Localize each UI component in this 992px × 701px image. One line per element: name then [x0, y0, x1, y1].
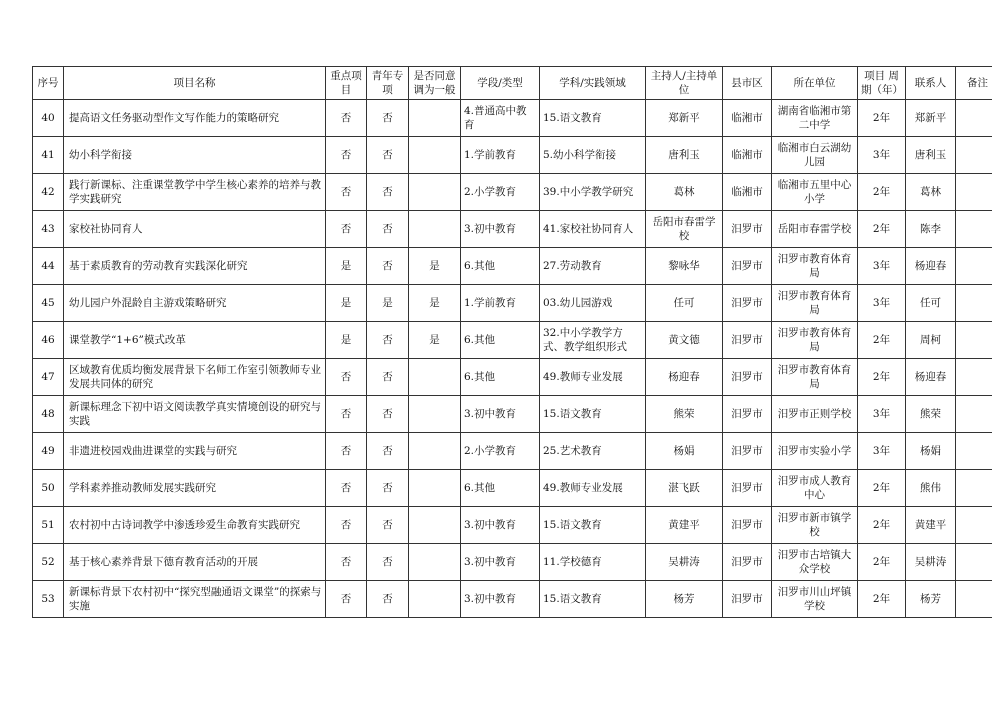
table-row — [33, 544, 992, 581]
cell-stage-type: 2.小学教育 — [461, 433, 540, 470]
header-cell: 学段/类型 — [461, 67, 540, 100]
cell-unit: 临湘市白云湖幼儿园 — [772, 137, 858, 174]
cell-contact: 唐利玉 — [906, 137, 956, 174]
cell-number: 41 — [33, 137, 64, 174]
cell-stage-type: 1.学前教育 — [461, 137, 540, 174]
cell-youth-special: 否 — [367, 359, 409, 396]
cell-number: 44 — [33, 248, 64, 285]
cell-remarks — [956, 322, 992, 359]
cell-number: 51 — [33, 507, 64, 544]
cell-project-name: 非遗进校园戏曲进课堂的实践与研究 — [64, 433, 326, 470]
cell-youth-special: 否 — [367, 174, 409, 211]
cell-unit: 汨罗市教育体育局 — [772, 285, 858, 322]
cell-agree-general — [409, 137, 461, 174]
cell-period: 2年 — [858, 470, 906, 507]
cell-contact: 杨娟 — [906, 433, 956, 470]
table-row — [33, 507, 992, 544]
cell-project-name: 提高语文任务驱动型作文写作能力的策略研究 — [64, 100, 326, 137]
header-cell: 序号 — [33, 67, 64, 100]
cell-number: 40 — [33, 100, 64, 137]
cell-county: 汨罗市 — [723, 322, 772, 359]
header-cell: 县市区 — [723, 67, 772, 100]
cell-subject-field: 15.语文教育 — [540, 581, 646, 618]
cell-stage-type: 2.小学教育 — [461, 174, 540, 211]
cell-youth-special: 否 — [367, 544, 409, 581]
cell-remarks — [956, 396, 992, 433]
cell-youth-special: 否 — [367, 211, 409, 248]
cell-stage-type: 3.初中教育 — [461, 507, 540, 544]
cell-remarks — [956, 137, 992, 174]
header-cell: 备注 — [956, 67, 992, 100]
header-cell: 所在单位 — [772, 67, 858, 100]
cell-subject-field: 15.语文教育 — [540, 100, 646, 137]
table-row — [33, 211, 992, 248]
cell-number: 45 — [33, 285, 64, 322]
cell-unit: 汨罗市教育体育局 — [772, 359, 858, 396]
table-row — [33, 174, 992, 211]
cell-stage-type: 6.其他 — [461, 322, 540, 359]
cell-stage-type: 6.其他 — [461, 359, 540, 396]
cell-key-project: 否 — [326, 100, 367, 137]
cell-host: 杨芳 — [646, 581, 723, 618]
cell-project-name: 基于核心素养背景下德育教育活动的开展 — [64, 544, 326, 581]
cell-period: 2年 — [858, 322, 906, 359]
cell-unit: 临湘市五里中心小学 — [772, 174, 858, 211]
header-row — [33, 67, 992, 100]
cell-host: 岳阳市春雷学校 — [646, 211, 723, 248]
cell-project-name: 践行新课标、注重课堂教学中学生核心素养的培养与教学实践研究 — [64, 174, 326, 211]
cell-stage-type: 3.初中教育 — [461, 581, 540, 618]
cell-number: 43 — [33, 211, 64, 248]
cell-youth-special: 是 — [367, 285, 409, 322]
project-table — [32, 66, 992, 618]
cell-contact: 葛林 — [906, 174, 956, 211]
cell-subject-field: 25.艺术教育 — [540, 433, 646, 470]
cell-contact: 周柯 — [906, 322, 956, 359]
header-cell: 项目 周期（年） — [858, 67, 906, 100]
cell-unit: 汨罗市教育体育局 — [772, 248, 858, 285]
cell-remarks — [956, 470, 992, 507]
cell-contact: 熊荣 — [906, 396, 956, 433]
cell-unit: 汨罗市新市镇学校 — [772, 507, 858, 544]
cell-host: 湛飞跃 — [646, 470, 723, 507]
cell-contact: 任可 — [906, 285, 956, 322]
cell-subject-field: 49.教师专业发展 — [540, 359, 646, 396]
cell-host: 杨娟 — [646, 433, 723, 470]
cell-remarks — [956, 507, 992, 544]
cell-project-name: 农村初中古诗词教学中渗透珍爱生命教育实践研究 — [64, 507, 326, 544]
cell-number: 52 — [33, 544, 64, 581]
table-row — [33, 137, 992, 174]
table-row — [33, 322, 992, 359]
cell-subject-field: 41.家校社协同育人 — [540, 211, 646, 248]
cell-period: 2年 — [858, 359, 906, 396]
cell-host: 杨迎春 — [646, 359, 723, 396]
table-header — [33, 67, 992, 100]
table-row — [33, 285, 992, 322]
cell-host: 黄建平 — [646, 507, 723, 544]
cell-subject-field: 32.中小学教学方式、教学组织形式 — [540, 322, 646, 359]
cell-remarks — [956, 174, 992, 211]
cell-unit: 汨罗市川山坪镇学校 — [772, 581, 858, 618]
cell-period: 3年 — [858, 285, 906, 322]
table-body — [33, 100, 992, 618]
cell-number: 46 — [33, 322, 64, 359]
cell-period: 2年 — [858, 174, 906, 211]
cell-agree-general — [409, 359, 461, 396]
cell-county: 临湘市 — [723, 174, 772, 211]
cell-key-project: 否 — [326, 137, 367, 174]
cell-project-name: 新课标理念下初中语文阅读教学真实情境创设的研究与实践 — [64, 396, 326, 433]
table-row — [33, 100, 992, 137]
cell-project-name: 家校社协同育人 — [64, 211, 326, 248]
cell-county: 汨罗市 — [723, 396, 772, 433]
cell-key-project: 否 — [326, 470, 367, 507]
cell-youth-special: 否 — [367, 396, 409, 433]
cell-number: 49 — [33, 433, 64, 470]
cell-youth-special: 否 — [367, 433, 409, 470]
cell-contact: 杨芳 — [906, 581, 956, 618]
cell-subject-field: 15.语文教育 — [540, 507, 646, 544]
cell-key-project: 否 — [326, 433, 367, 470]
header-cell: 是否同意调为一般 — [409, 67, 461, 100]
cell-stage-type: 1.学前教育 — [461, 285, 540, 322]
cell-county: 汨罗市 — [723, 470, 772, 507]
table-row — [33, 396, 992, 433]
cell-subject-field: 27.劳动教育 — [540, 248, 646, 285]
cell-number: 47 — [33, 359, 64, 396]
cell-contact: 杨迎春 — [906, 248, 956, 285]
cell-number: 48 — [33, 396, 64, 433]
cell-host: 熊荣 — [646, 396, 723, 433]
cell-agree-general — [409, 507, 461, 544]
cell-county: 汨罗市 — [723, 581, 772, 618]
cell-key-project: 否 — [326, 211, 367, 248]
cell-period: 2年 — [858, 507, 906, 544]
cell-subject-field: 49.教师专业发展 — [540, 470, 646, 507]
cell-period: 2年 — [858, 211, 906, 248]
header-cell: 学科/实践领域 — [540, 67, 646, 100]
cell-subject-field: 11.学校德育 — [540, 544, 646, 581]
cell-project-name: 课堂教学“1+6”模式改革 — [64, 322, 326, 359]
cell-youth-special: 否 — [367, 248, 409, 285]
cell-host: 郑新平 — [646, 100, 723, 137]
table-row — [33, 470, 992, 507]
cell-stage-type: 3.初中教育 — [461, 211, 540, 248]
cell-project-name: 幼儿园户外混龄自主游戏策略研究 — [64, 285, 326, 322]
cell-county: 汨罗市 — [723, 248, 772, 285]
cell-period: 2年 — [858, 581, 906, 618]
cell-unit: 汨罗市古培镇大众学校 — [772, 544, 858, 581]
cell-unit: 汨罗市正则学校 — [772, 396, 858, 433]
cell-county: 汨罗市 — [723, 285, 772, 322]
cell-project-name: 区域教育优质均衡发展背景下名师工作室引领教师专业发展共同体的研究 — [64, 359, 326, 396]
cell-subject-field: 39.中小学教学研究 — [540, 174, 646, 211]
cell-youth-special: 否 — [367, 581, 409, 618]
cell-agree-general — [409, 211, 461, 248]
cell-host: 任可 — [646, 285, 723, 322]
cell-period: 3年 — [858, 396, 906, 433]
cell-period: 3年 — [858, 248, 906, 285]
cell-key-project: 否 — [326, 507, 367, 544]
cell-key-project: 否 — [326, 544, 367, 581]
cell-host: 黄文德 — [646, 322, 723, 359]
cell-key-project: 是 — [326, 285, 367, 322]
cell-project-name: 新课标背景下农村初中“探究型融通语文课堂”的探索与实施 — [64, 581, 326, 618]
cell-agree-general — [409, 174, 461, 211]
cell-number: 42 — [33, 174, 64, 211]
cell-contact: 陈李 — [906, 211, 956, 248]
cell-stage-type: 6.其他 — [461, 470, 540, 507]
cell-key-project: 是 — [326, 248, 367, 285]
cell-youth-special: 否 — [367, 507, 409, 544]
cell-agree-general — [409, 470, 461, 507]
cell-host: 唐利玉 — [646, 137, 723, 174]
cell-subject-field: 15.语文教育 — [540, 396, 646, 433]
cell-key-project: 否 — [326, 581, 367, 618]
cell-unit: 汨罗市实验小学 — [772, 433, 858, 470]
cell-county: 汨罗市 — [723, 507, 772, 544]
cell-youth-special: 否 — [367, 137, 409, 174]
header-cell: 青年专项 — [367, 67, 409, 100]
table-row — [33, 248, 992, 285]
cell-youth-special: 否 — [367, 100, 409, 137]
cell-agree-general — [409, 396, 461, 433]
cell-stage-type: 3.初中教育 — [461, 396, 540, 433]
cell-key-project: 否 — [326, 359, 367, 396]
cell-agree-general — [409, 100, 461, 137]
cell-number: 53 — [33, 581, 64, 618]
cell-contact: 吴耕涛 — [906, 544, 956, 581]
cell-agree-general — [409, 544, 461, 581]
cell-host: 葛林 — [646, 174, 723, 211]
cell-unit: 汨罗市教育体育局 — [772, 322, 858, 359]
cell-project-name: 幼小科学衔接 — [64, 137, 326, 174]
cell-stage-type: 6.其他 — [461, 248, 540, 285]
cell-youth-special: 否 — [367, 470, 409, 507]
cell-remarks — [956, 581, 992, 618]
cell-remarks — [956, 211, 992, 248]
cell-unit: 汨罗市成人教育中心 — [772, 470, 858, 507]
table-row — [33, 581, 992, 618]
header-cell: 主持人/主持单位 — [646, 67, 723, 100]
cell-county: 临湘市 — [723, 100, 772, 137]
cell-key-project: 是 — [326, 322, 367, 359]
cell-project-name: 基于素质教育的劳动教育实践深化研究 — [64, 248, 326, 285]
cell-unit: 岳阳市春雷学校 — [772, 211, 858, 248]
cell-host: 吴耕涛 — [646, 544, 723, 581]
cell-county: 汨罗市 — [723, 211, 772, 248]
cell-period: 2年 — [858, 544, 906, 581]
cell-remarks — [956, 285, 992, 322]
cell-stage-type: 3.初中教育 — [461, 544, 540, 581]
cell-period: 2年 — [858, 100, 906, 137]
cell-project-name: 学科素养推动教师发展实践研究 — [64, 470, 326, 507]
cell-remarks — [956, 248, 992, 285]
cell-stage-type: 4.普通高中教育 — [461, 100, 540, 137]
cell-subject-field: 03.幼儿园游戏 — [540, 285, 646, 322]
cell-contact: 黄建平 — [906, 507, 956, 544]
cell-period: 3年 — [858, 137, 906, 174]
cell-county: 汨罗市 — [723, 544, 772, 581]
cell-contact: 熊伟 — [906, 470, 956, 507]
cell-key-project: 否 — [326, 174, 367, 211]
cell-county: 汨罗市 — [723, 359, 772, 396]
cell-subject-field: 5.幼小科学衔接 — [540, 137, 646, 174]
header-cell: 重点项目 — [326, 67, 367, 100]
cell-agree-general: 是 — [409, 322, 461, 359]
cell-county: 汨罗市 — [723, 433, 772, 470]
cell-agree-general: 是 — [409, 248, 461, 285]
cell-period: 3年 — [858, 433, 906, 470]
cell-key-project: 否 — [326, 396, 367, 433]
cell-contact: 郑新平 — [906, 100, 956, 137]
cell-remarks — [956, 544, 992, 581]
cell-agree-general — [409, 581, 461, 618]
header-cell: 项目名称 — [64, 67, 326, 100]
cell-remarks — [956, 359, 992, 396]
cell-number: 50 — [33, 470, 64, 507]
cell-youth-special: 否 — [367, 322, 409, 359]
cell-remarks — [956, 433, 992, 470]
table-row — [33, 359, 992, 396]
cell-agree-general: 是 — [409, 285, 461, 322]
table-row — [33, 433, 992, 470]
cell-county: 临湘市 — [723, 137, 772, 174]
cell-remarks — [956, 100, 992, 137]
cell-agree-general — [409, 433, 461, 470]
cell-unit: 湖南省临湘市第二中学 — [772, 100, 858, 137]
cell-contact: 杨迎春 — [906, 359, 956, 396]
header-cell: 联系人 — [906, 67, 956, 100]
cell-host: 黎咏华 — [646, 248, 723, 285]
